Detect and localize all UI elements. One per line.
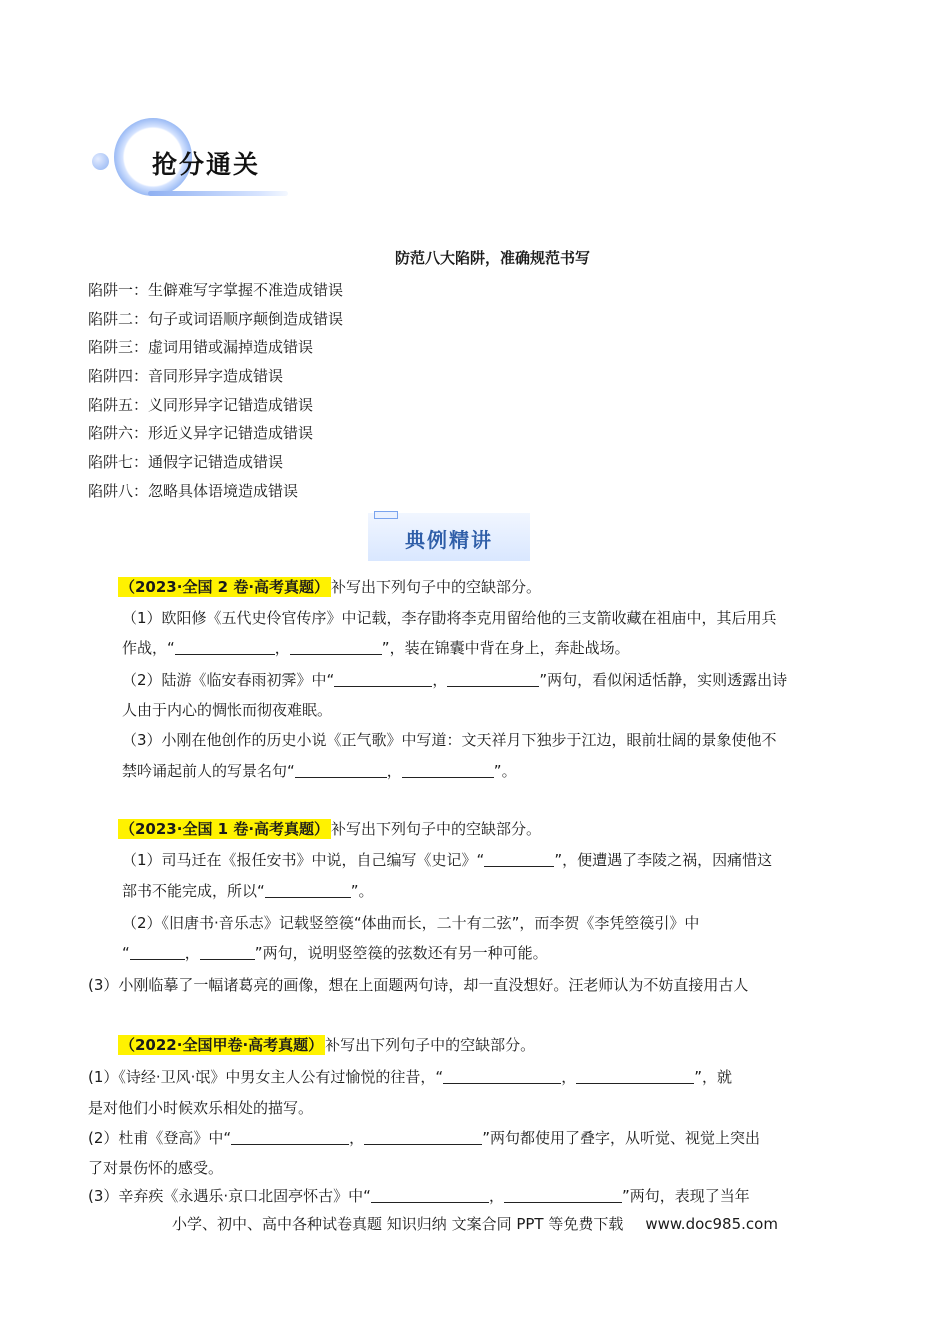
text-fragment: ， [432,671,448,689]
question-line: （2）《旧唐书·音乐志》记载竖箜篌“体曲而长，二十有二弦”，而李贺《李凭箜篌引》中 [122,914,700,932]
banner-title: 抢分通关 [152,150,261,179]
text-fragment: (1）《诗经·卫风·氓》中男女主人公有过愉悦的往昔，“ [88,1068,444,1086]
question-line [88,1127,760,1148]
answer-blank [443,1068,561,1084]
trap-item: 陷阱三：虚词用错或漏掉造成错误 [88,338,314,357]
banner-underline-decoration [148,191,288,196]
trap-item: 陷阱四：音同形异字造成错误 [88,367,284,386]
question-line [122,942,548,963]
answer-blank [576,1068,694,1084]
text-fragment: ， [386,762,402,780]
text-fragment: “ [122,944,130,962]
page-heading: 防范八大陷阱，准确规范书写 [394,249,590,267]
text-fragment: ， [488,1187,504,1205]
page-footer [0,1213,950,1234]
question-line [88,1185,750,1206]
question-line: （1）欧阳修《五代史伶官传序》中记载，李存勖将李克用留给他的三支箭收藏在祖庙中，其后用兵 [122,609,777,627]
question-line [122,849,772,870]
question-prompt: 补写出下列句子中的空缺部分。 [325,1036,536,1054]
trap-item: 陷阱五：义同形异字记错造成错误 [88,395,314,414]
banner-dot-decoration [92,153,109,170]
badge-tab-decoration [374,511,398,519]
text-fragment: ”。 [493,762,517,780]
question-line: (3）小刚临摹了一幅诸葛亮的画像，想在上面题两句诗，却一直没想好。汪老师认为不妨直接用古人 [88,976,749,994]
section-badge [368,513,530,561]
answer-blank [371,1187,489,1203]
text-fragment: ”两句，说明竖箜篌的弦数还有另一种可能。 [254,944,548,962]
question-line: 是对他们小时候欢乐相处的描写。 [88,1099,314,1117]
question-prompt: 补写出下列句子中的空缺部分。 [331,820,542,838]
text-fragment: ”，装在锦囊中背在身上，奔赴战场。 [381,639,630,657]
text-fragment: （2）陆游《临安春雨初霁》中“ [122,671,335,689]
answer-blank [364,1129,482,1145]
question-line [122,637,630,658]
question-line [122,760,517,781]
trap-item: 陷阱七：通假字记错造成错误 [88,453,284,472]
section-banner [88,118,293,208]
answer-blank [504,1187,622,1203]
text-fragment: (3）辛弃疾《永遇乐·京口北固亭怀古》中“ [88,1187,371,1205]
answer-blank [231,1129,349,1145]
footer-text: 小学、初中、高中各种试卷真题 知识归纳 文案合同 PPT 等免费下载 [172,1215,624,1233]
question-line: （3）小刚在他创作的历史小说《正气歌》中写道：文天祥月下独步于江边，眼前壮阔的景象使他不 [122,731,777,749]
answer-blank [447,671,539,687]
question-intro [118,576,541,597]
badge-label: 典例精讲 [405,528,493,552]
text-fragment: 作战，“ [122,639,175,657]
question-intro [118,818,541,839]
text-fragment: ， [561,1068,577,1086]
footer-url-link[interactable]: www.doc985.com [645,1215,778,1233]
answer-blank [484,851,554,867]
answer-blank [265,882,351,898]
text-fragment: 部书不能完成，所以“ [122,882,265,900]
trap-list [88,276,343,506]
trap-item: 陷阱一：生僻难写字掌握不准造成错误 [88,281,344,299]
trap-item: 陷阱六：形近义异字记错造成错误 [88,424,314,443]
answer-blank [130,944,185,960]
answer-blank [200,944,255,960]
text-fragment: ”两句都使用了叠字，从听觉、视觉上突出 [482,1129,760,1147]
text-fragment: ”两句，表现了当年 [621,1187,750,1205]
text-fragment: ， [349,1129,365,1147]
answer-blank [334,671,432,687]
question-line [122,669,787,690]
text-fragment: (2）杜甫《登高》中“ [88,1129,232,1147]
question-source-highlight: （2023·全国 2 卷·高考真题） [120,578,330,596]
text-fragment: ”两句，看似闲适恬静，实则透露出诗 [539,671,788,689]
answer-blank [175,639,275,655]
answer-blank [402,762,494,778]
trap-item: 陷阱二：句子或词语顺序颠倒造成错误 [88,309,344,328]
question-line: 人由于内心的惆怅而彻夜难眠。 [122,701,333,719]
question-line [88,1066,732,1087]
question-line: 了对景伤怀的感受。 [88,1159,224,1177]
text-fragment: ”，就 [694,1068,733,1086]
question-prompt: 补写出下列句子中的空缺部分。 [331,578,542,596]
question-intro [118,1034,535,1055]
question-line [122,880,374,901]
text-fragment: 禁吟诵起前人的写景名句“ [122,762,295,780]
question-source-highlight: （2023·全国 1 卷·高考真题） [120,820,330,838]
text-fragment: ”，便遭遇了李陵之祸，因痛惜这 [554,851,773,869]
text-fragment: （1）司马迁在《报任安书》中说，自己编写《史记》“ [122,851,485,869]
text-fragment: ”。 [350,882,374,900]
answer-blank [290,639,382,655]
text-fragment: ， [184,944,200,962]
answer-blank [295,762,387,778]
question-source-highlight: （2022·全国甲卷·高考真题） [120,1036,324,1054]
trap-item: 陷阱八：忽略具体语境造成错误 [88,481,299,500]
text-fragment: ， [274,639,290,657]
